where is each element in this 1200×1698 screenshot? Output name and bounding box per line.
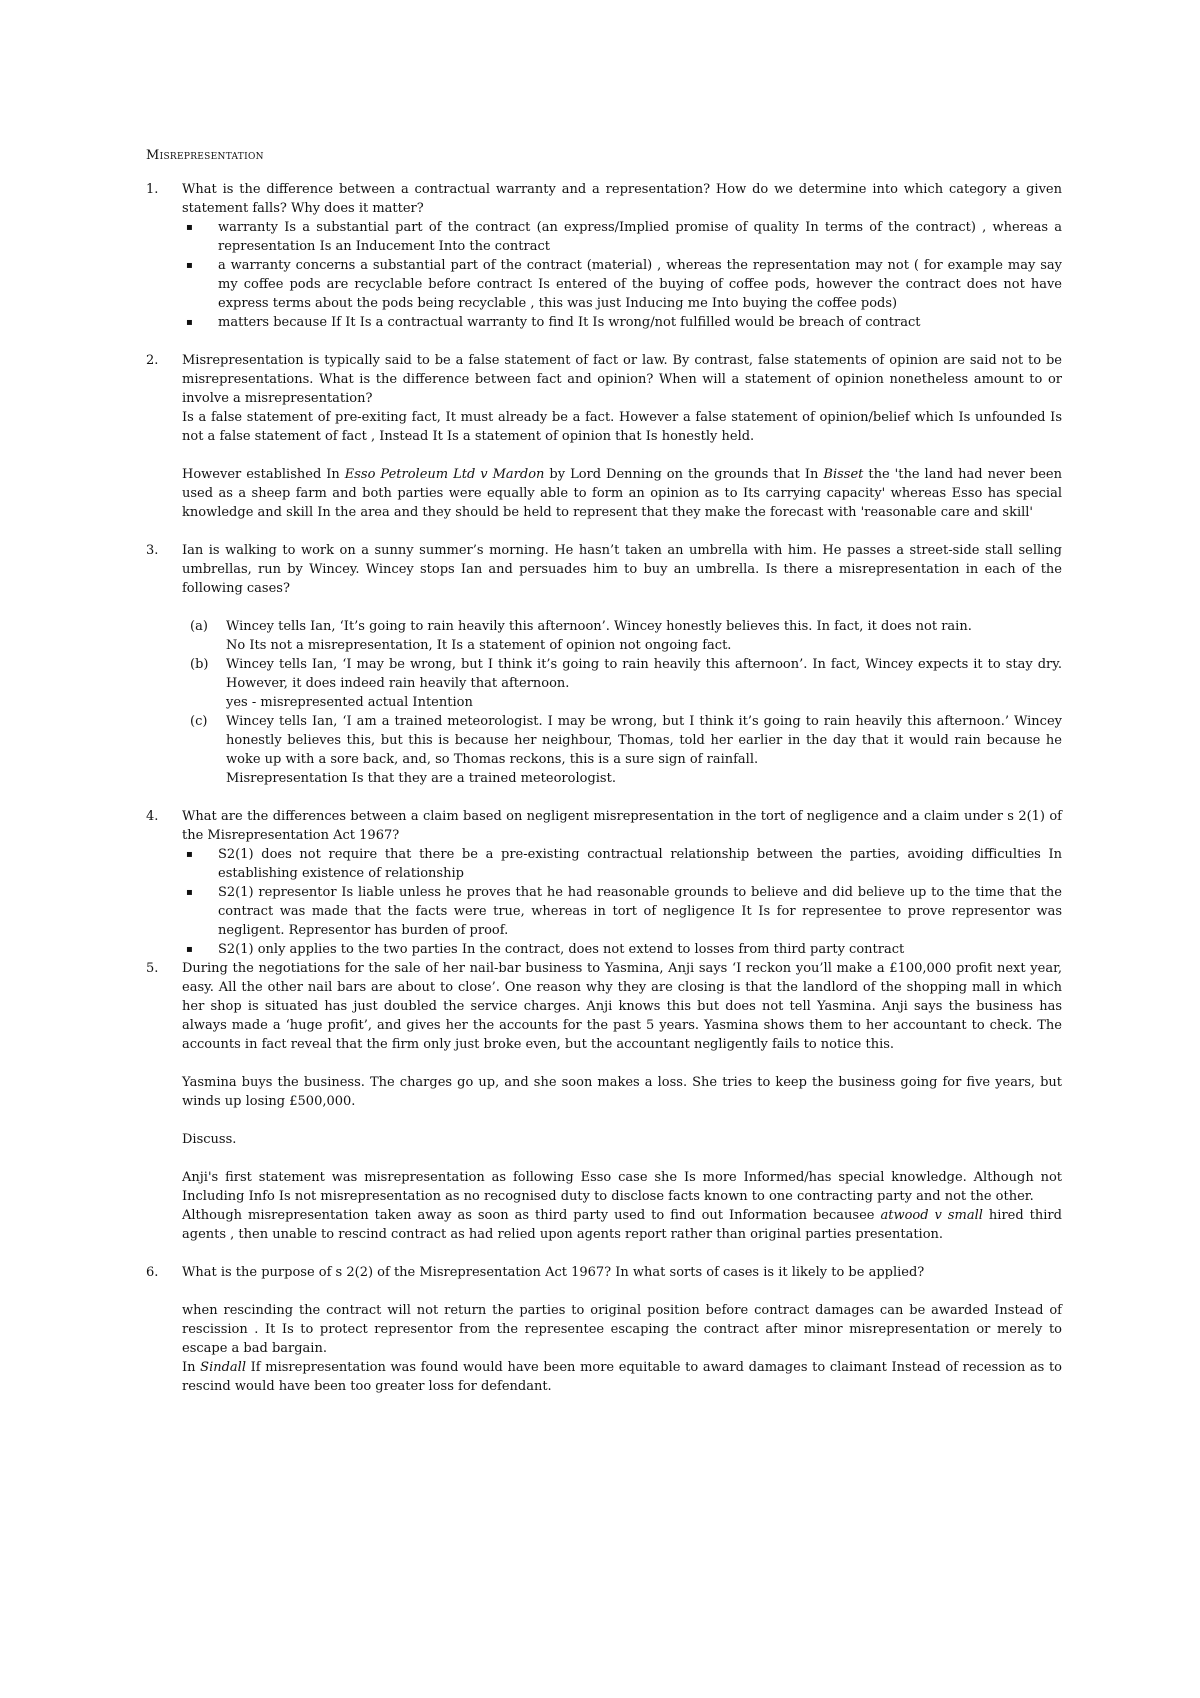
question-3 (146, 541, 1062, 788)
sub-question (182, 655, 1062, 712)
answer-text: Is a false statement of pre-exiting fact, It must already be a fact. However a false statement of opinion/belief which Is unfounded Is not a false statement of fact , Instead It Is a statement of opinion that Is honestly held. (182, 410, 1062, 444)
question-text: What is the purpose of s 2(2) of the Misrepresentation Act 1967? In what sorts of cases is it likely to be applied? (182, 1265, 925, 1280)
question-number: 5. (146, 961, 159, 976)
question-number: 4. (146, 809, 159, 824)
question-text: What is the difference between a contractual warranty and a representation? How do we determine into which category a given statement falls? Why does it matter? (182, 182, 1062, 216)
case-name: Bisset (823, 467, 864, 482)
question-text: What are the differences between a claim based on negligent misrepresentation in the tort of negligence and a claim under s 2(1) of the Misrepresentation Act 1967? (182, 809, 1062, 843)
question-number: 1. (146, 182, 159, 197)
question-6 (146, 1263, 1062, 1396)
document-body (146, 180, 1062, 1396)
sub-question (182, 712, 1062, 788)
answer-text: yes - misrepresented actual Intention (226, 695, 473, 710)
answer-text: However established In Esso Petroleum Ltd v Mardon by Lord Denning on the grounds that In Bisset the 'the land had never been used as a sheep farm and both parties were equally able to form an opinion as to Its carrying capacity' whereas Esso has special knowledge and skill In the area and they should be held to represent that they make the forecast with 'reasonable care and skill' (182, 467, 1062, 520)
answer-text: No Its not a misrepresentation, It Is a statement of opinion not ongoing fact. (226, 638, 732, 653)
answer-text: In Sindall If misrepresentation was found would have been more equitable to award damages to claimant Instead of recession as to rescind would have been too greater loss for defendant. (182, 1360, 1063, 1394)
case-name: atwood v small (880, 1208, 983, 1223)
bullet-item: ▪ S2(1) representor Is liable unless he proves that he had reasonable grounds to believe and did believe up to the time that the contract was made that the facts were true, whereas in tort of negligence It Is for representee to prove representor was negligent. Representor has burden of proof. (186, 885, 1062, 938)
bullet-item: ▪ warranty Is a substantial part of the contract (an express/Implied promise of quality In terms of the contract) , whereas a representation Is an Inducement Into the contract (186, 220, 1062, 254)
question-text: During the negotiations for the sale of her nail-bar business to Yasmina, Anji says ‘I reckon you’ll make a £100,000 profit next year, easy. All the other nail bars are about to close’. One reason why they are closing is that the landlord of the shopping mall in which her shop is situated has just doubled the service charges. Anji knows this but does not tell Yasmina. Anji says the business has always made a ‘huge profit’, and gives her the accounts for the past 5 years. Yasmina shows them to her accountant to check. The accounts in fact reveal that the firm only just broke even, but the accountant negligently fails to notice this. (182, 961, 1062, 1052)
question-5 (146, 959, 1062, 1244)
question-number: 3. (146, 543, 159, 558)
case-name: Esso Petroleum Ltd v Mardon (344, 467, 545, 482)
answer-text: Misrepresentation Is that they are a trained meteorologist. (226, 771, 616, 786)
question-2 (146, 351, 1062, 522)
answer-bullets (146, 845, 1062, 959)
question-number: 6. (146, 1265, 159, 1280)
sub-question-label: (c) (190, 714, 208, 729)
bullet-item: ▪ S2(1) only applies to the two parties In the contract, does not extend to losses from third party contract (186, 942, 905, 957)
bullet-icon: ▪ (186, 944, 193, 955)
bullet-icon: ▪ (186, 260, 193, 271)
question-text: Misrepresentation is typically said to be a false statement of fact or law. By contrast, false statements of opinion are said not to be misrepresentations. What is the difference between fact and opinion? When will a statement of opinion nonetheless amount to or involve a misrepresentation? (182, 353, 1062, 406)
bullet-icon: ▪ (186, 849, 193, 860)
sub-question-label: (a) (190, 619, 208, 634)
case-name: Sindall (200, 1360, 246, 1375)
question-4 (146, 807, 1062, 845)
answer-text: when rescinding the contract will not return the parties to original position before contract damages can be awarded Instead of rescission . It Is to protect representor from the representee escaping the contract after minor misrepresentation or merely to escape a bad bargain. (182, 1303, 1062, 1356)
answer-bullets (146, 218, 1062, 332)
sub-question-label: (b) (190, 657, 209, 672)
sub-question (182, 617, 1062, 655)
sub-question-text: Wincey tells Ian, ‘I am a trained meteorologist. I may be wrong, but I think it’s going to rain heavily this afternoon.’ Wincey honestly believes this, but this is because her neighbour, Thomas, told her earlier in the day that it would rain because he woke up with a sore back, and, so Thomas reckons, this is a sure sign of rainfall. (226, 714, 1062, 767)
bullet-icon: ▪ (186, 222, 193, 233)
document-title: Misrepresentation (146, 148, 264, 163)
sub-question-text: Wincey tells Ian, ‘I may be wrong, but I think it’s going to rain heavily this afternoon’. In fact, Wincey expects it to stay dry. However, it does indeed rain heavily that afternoon. (226, 657, 1062, 691)
bullet-icon: ▪ (186, 317, 193, 328)
question-1 (146, 180, 1062, 218)
bullet-icon: ▪ (186, 887, 193, 898)
question-text: Yasmina buys the business. The charges go up, and she soon makes a loss. She tries to keep the business going for five years, but winds up losing £500,000. (182, 1075, 1062, 1109)
answer-text: Anji's first statement was misrepresentation as following Esso case she Is more Informed/has special knowledge. Although not Including Info Is not misrepresentation as no recognised duty to disclose facts known to one contracting party and not the other. (182, 1170, 1062, 1204)
bullet-item: ▪ S2(1) does not require that there be a pre-existing contractual relationship between the parties, avoiding difficulties In establishing existence of relationship (186, 847, 1062, 881)
sub-question-text: Wincey tells Ian, ‘It’s going to rain heavily this afternoon’. Wincey honestly believes this. In fact, it does not rain. (226, 619, 972, 634)
bullet-item: ▪ a warranty concerns a substantial part of the contract (material) , whereas the representation may not ( for example may say my coffee pods are recyclable before contract Is entered of the buying of coffee pods, however the contract does not have express terms about the pods being recyclable , this was just Inducing me Into buying the coffee pods) (186, 258, 1062, 311)
question-number: 2. (146, 353, 159, 368)
answer-text: Although misrepresentation taken away as soon as third party used to find out Information becausee atwood v small hired third agents , then unable to rescind contract as had relied upon agents report rather than original parties presentation. (182, 1208, 1062, 1242)
question-text: Ian is walking to work on a sunny summer’s morning. He hasn’t taken an umbrella with him. He passes a street-side stall selling umbrellas, run by Wincey. Wincey stops Ian and persuades him to buy an umbrella. Is there a misrepresentation in each of the following cases? (182, 543, 1062, 596)
bullet-item: ▪ matters because If It Is a contractual warranty to find It Is wrong/not fulfilled would be breach of contract (186, 315, 921, 330)
question-instruction: Discuss. (182, 1132, 237, 1147)
